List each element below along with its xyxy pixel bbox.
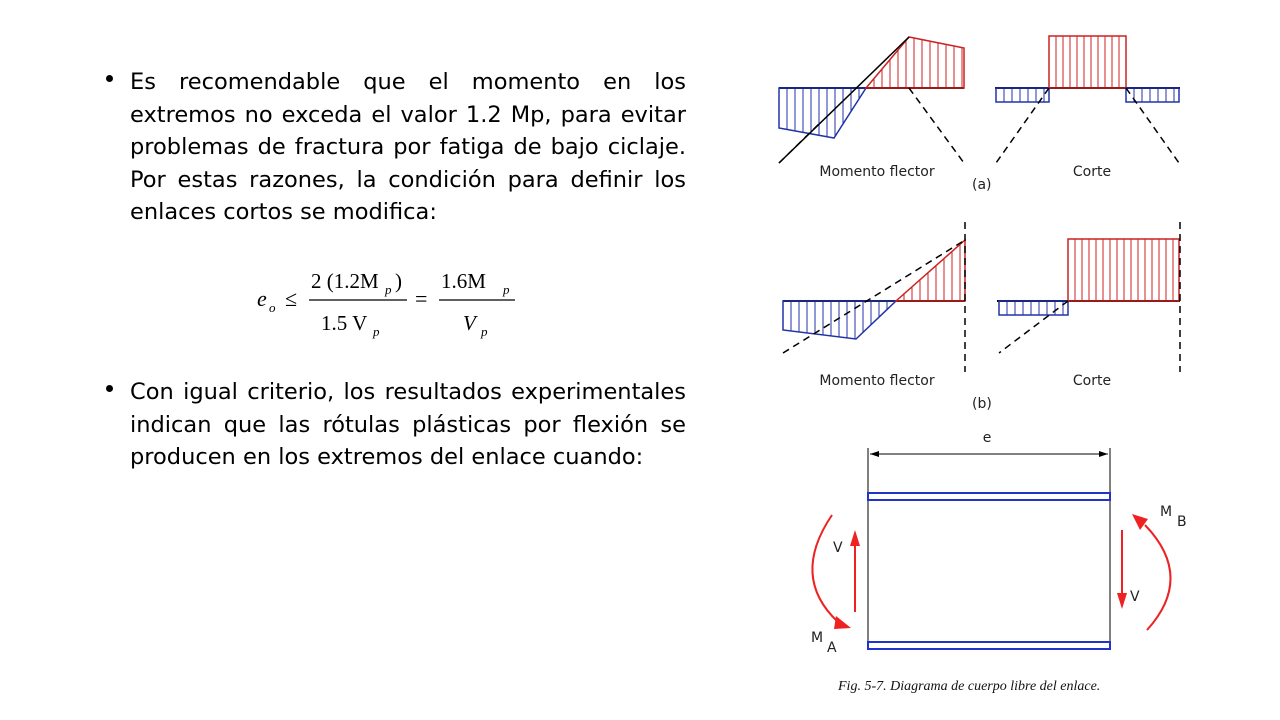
arrowhead xyxy=(1132,514,1148,530)
moment-sub-b: B xyxy=(1177,514,1187,530)
bullet-dot xyxy=(106,385,113,392)
figure-tag-a: (a) xyxy=(972,177,992,193)
top-flange xyxy=(868,493,1110,500)
moment-label-b: Momento flector xyxy=(819,373,935,389)
positive-moment-region xyxy=(866,37,964,88)
formula-num2: 1.6M xyxy=(441,269,486,293)
bullet-item-1 xyxy=(106,66,686,229)
moment-arc-right xyxy=(1145,525,1171,630)
formula-den2-sub: p xyxy=(481,324,488,339)
shear-label-right: V xyxy=(1130,589,1140,605)
formula-num1: 2 (1.2M xyxy=(311,269,379,293)
dimension-arrowhead xyxy=(1099,451,1108,457)
dashed-extension xyxy=(1126,88,1179,163)
shear-label-a: Corte xyxy=(1072,164,1112,180)
negative-moment-region xyxy=(779,88,866,138)
bottom-flange xyxy=(868,642,1110,649)
positive-moment-region xyxy=(896,240,965,301)
free-body-diagram xyxy=(811,430,1187,656)
shear-label-left: V xyxy=(833,540,843,556)
bullet-item-2 xyxy=(106,376,686,474)
positive-shear-region xyxy=(1049,36,1126,88)
length-label: e xyxy=(982,430,992,446)
dashed-extension xyxy=(909,88,964,163)
dashed-moment-line xyxy=(783,240,965,353)
shear-label-b: Corte xyxy=(1072,373,1112,389)
moment-sub-a: A xyxy=(827,640,837,656)
moment-diagram-b xyxy=(783,222,965,389)
formula-relation: ≤ xyxy=(285,286,298,311)
dimension-arrowhead xyxy=(870,451,879,457)
moment-label-b: M xyxy=(1160,504,1173,520)
bullet-text: Con igual criterio, los resultados experimentales indican que las rótulas plásticas por flexión se producen en los extremos del enlace cuando: xyxy=(130,379,686,470)
formula-den2: V xyxy=(463,311,476,335)
formula-den1: 1.5 V xyxy=(321,311,368,335)
arrowhead xyxy=(850,530,860,546)
bullet-dot xyxy=(106,75,113,82)
figure-caption: Fig. 5-7. Diagrama de cuerpo libre del enlace. xyxy=(838,679,1101,694)
bullet-text: Es recomendable que el momento en los extremos no exceda el valor 1.2 Mp, para evitar problemas de fractura por fatiga de bajo ciclaje. Por estas razones, la condición para definir los enlaces cortos se modifica: xyxy=(130,69,686,225)
formula-den1-sub: p xyxy=(373,324,380,339)
formula-lhs: e xyxy=(257,286,267,311)
formula-num1-sub: p xyxy=(385,282,392,297)
formula-num1-close: ) xyxy=(395,269,402,293)
dashed-extension xyxy=(999,301,1068,353)
moment-label-a: Momento flector xyxy=(819,164,935,180)
formula-equals: = xyxy=(415,286,428,311)
formula-num2-sub: p xyxy=(503,282,510,297)
shear-diagram-a xyxy=(995,36,1180,180)
figure-tag-b: (b) xyxy=(972,396,992,412)
short-link-formula xyxy=(255,262,525,342)
arrowhead xyxy=(1117,593,1127,609)
moment-diagram-a xyxy=(779,37,964,180)
formula-lhs-sub: o xyxy=(269,300,276,315)
arrowhead xyxy=(834,616,851,629)
link-diagram-figure xyxy=(770,0,1190,720)
moment-arc-left xyxy=(812,515,838,622)
moment-label-a: M xyxy=(811,630,824,646)
